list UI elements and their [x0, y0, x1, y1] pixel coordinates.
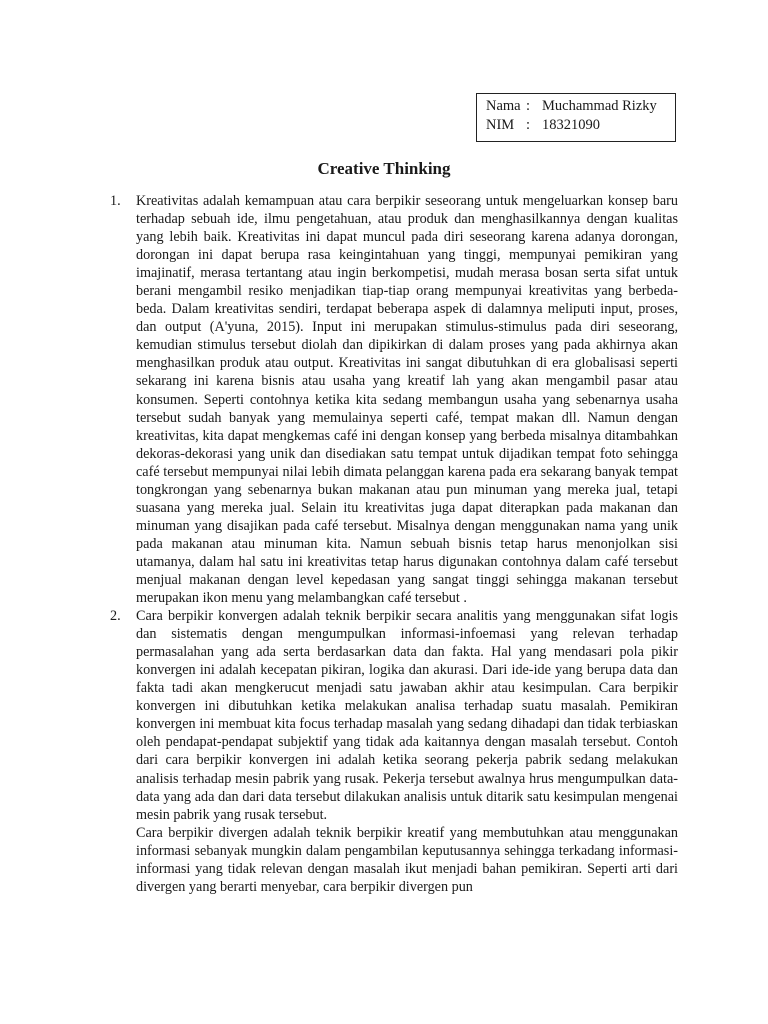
list-item-2	[110, 607, 678, 896]
name-value: Muchammad Rizky	[542, 98, 657, 114]
name-separator: :	[526, 98, 531, 114]
numbered-list	[110, 192, 678, 896]
paragraph: Cara berpikir divergen adalah teknik berpikir kreatif yang membutuhkan atau menggunakan informasi sebanyak mungkin dalam pengambilan keputusannya sehingga terkadang informasi-informasi yang tidak relevan dengan masalah ikut menjadi bahan pemikiran. Seperti arti dari divergen yang berarti menyebar, cara berpikir divergen pun	[136, 824, 678, 895]
list-item-1	[110, 192, 678, 607]
paragraph: Kreativitas adalah kemampuan atau cara berpikir seseorang untuk mengeluarkan konsep baru terhadap sebuah ide, ilmu pengetahuan, atau produk dan menghasilkannya dengan kualitas yang lebih baik. Kreativitas ini dapat muncul pada diri seseorang karena adanya dorongan, dorongan ini dapat berupa rasa keingintahuan yang tinggi, mempunyai pemikiran yang imajinatif, merasa tertantang atau ingin berkompetisi, mudah merasa bosan serta sifat untuk berani mengambil resiko menjadikan tiap-tiap orang mempunyai kreativitas yang berbeda-beda. Dalam kreativitas sendiri, terdapat beberapa aspek di dalamnya meliputi input, proses, dan output (A'yuna, 2015). Input ini merupakan stimulus-stimulus pada diri seseorang, kemudian stimulus tersebut diolah dan dipikirkan di dalam proses yang pada akhirnya akan menghasilkan produk atau output. Kreativitas ini sangat dibutuhkan di era globalisasi seperti sekarang ini karena bisnis atau usaha yang kreatif lah yang akan mengambil pasar atau konsumen. Seperti contohnya ketika kita sedang membangun usaha yang sebenarnya usaha tersebut sudah banyak yang memulainya seperti café, tempat makan dll. Namun dengan kreativitas, kita dapat mengkemas café ini dengan konsep yang berbeda misalnya ditambahkan dekoras-dekorasi yang unik dan disediakan satu tempat untuk dijadikan tempat foto sehingga café tersebut mempunyai nilai lebih dimata pelanggan karena pada era sekarang banyak tempat tongkrongan yang sebenarnya bukan makanan atau pun minuman yang mereka jual, tetapi suasana yang mereka jual. Selain itu kreativitas juga dapat diterapkan pada makanan dan minuman yang disajikan pada café tersebut. Misalnya dengan menggunakan nama yang unik pada makanan atau minuman kita. Namun sebuah bisnis tetap harus menonjolkan sisi utamanya, dalam hal satu ini kreativitas tetap harus digunakan contohnya dalam café tersebut menjual makanan dengan level kepedasan yang sangat tinggi sehingga makanan tersebut merupakan ikon menu yang melambangkan café tersebut .	[136, 193, 678, 607]
nim-label: NIM	[486, 117, 515, 133]
list-item-number: 2.	[110, 608, 121, 625]
list-item-body	[136, 607, 678, 896]
student-id-box	[476, 93, 676, 142]
nim-separator: :	[526, 117, 531, 133]
name-label: Nama	[486, 98, 521, 114]
document-title: Creative Thinking	[317, 159, 451, 178]
list-item-number: 1.	[110, 193, 121, 209]
nim-row	[486, 116, 675, 135]
list-item-body	[136, 192, 678, 607]
nim-value: 18321090	[542, 117, 600, 133]
name-row	[486, 97, 675, 116]
paragraph: Cara berpikir konvergen adalah teknik berpikir secara analitis yang menggunakan sifat logis dan sistematis dengan mengumpulkan informasi-infoemasi yang relevan terhadap permasalahan yang ada serta berdasarkan data dan fakta. Hal yang mendasari pola pikir konvergen ini adalah kecepatan pikiran, logika dan akurasi. Dari ide-ide yang berupa data dan fakta tadi akan mengkerucut menjadi satu jawaban akhir atau kesimpulan. Cara berpikir konvergen ini dibutuhkan ketika melakukan analisa terhadap suatu masalah. Pemikiran konvergen ini membuat kita focus terhadap masalah yang sedang dihadapi dan tidak terbiaskan oleh pendapat-pendapat subjektif yang tidak ada kaitannya dengan masalah tersebut. Contoh dari cara berpikir konvergen ini adalah ketika seorang pekerja pabrik sedang melakukan analisis terhadap mesin pabrik yang rusak. Pekerja tersebut awalnya hrus mengumpulkan data-data yang ada dan dari data tersebut dilakukan analisis untuk ditarik satu kesimpulan mengenai mesin pabrik yang rusak tersebut.	[136, 608, 678, 823]
